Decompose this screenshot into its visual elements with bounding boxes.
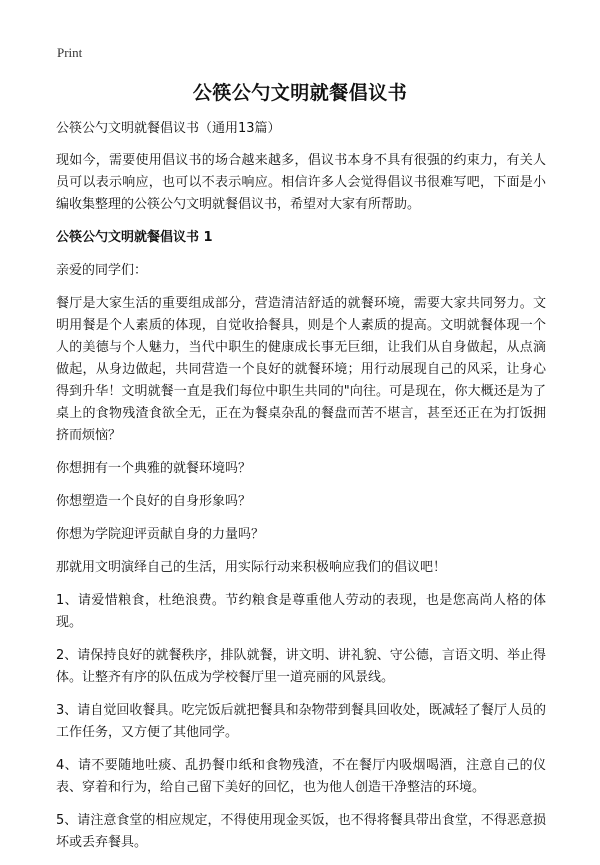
document-subtitle: 公筷公勺文明就餐倡议书（通用13篇） — [56, 121, 281, 136]
print-link[interactable]: Print — [57, 45, 83, 60]
page-title: 公筷公勺文明就餐倡议书 — [192, 82, 408, 104]
proposal-item: 4、请不要随地吐痰、乱扔餐巾纸和食物残渣，不在餐厅内吸烟喝酒，注意自己的仪表、穿着和行为，给自己留下美好的回忆，也为他人创造干净整洁的环境。 — [56, 758, 546, 795]
intro-paragraph: 现如今，需要使用倡议书的场合越来越多，倡议书本身不具有很强的约束力，有关人员可以表示响应，也可以不表示响应。相信许多人会觉得倡议书很难写吧，下面是小编收集整理的公筷公勺文明就餐倡议书，希望对大家有所帮助。 — [56, 153, 546, 212]
body-paragraph: 那就用文明演绎自己的生活，用实际行动来积极响应我们的倡议吧！ — [56, 560, 447, 575]
section-heading: 公筷公勺文明就餐倡议书 1 — [56, 230, 213, 245]
proposal-item: 1、请爱惜粮食，杜绝浪费。节约粮食是尊重他人劳动的表现，也是您高尚人格的体现。 — [56, 593, 546, 630]
body-paragraph: 你想为学院迎评贡献自身的力量吗？ — [56, 527, 265, 542]
body-paragraph: 餐厅是大家生活的重要组成部分，营造清洁舒适的就餐环境，需要大家共同努力。文明用餐是个人素质的体现，自觉收拾餐具，则是个人素质的提高。文明就餐体现一个人的美德与个人魅力，当代中职生的健康成长事无巨细，让我们从自身做起，从点滴做起，从身边做起，共同营造一个良好的就餐环境；用行动展现自己的风采，让身心得到升华！文明就餐一直是我们每位中职生共同的"向往。可是现在，你大概还是为了桌上的食物残渣食欲全无，正在为餐桌杂乱的餐盘而苦不堪言，甚至还正在为打饭拥挤而烦恼？ — [56, 296, 546, 443]
document-body — [56, 118, 546, 865]
body-paragraph: 你想塑造一个良好的自身形象吗？ — [56, 494, 252, 509]
proposal-item: 2、请保持良好的就餐秩序，排队就餐，讲文明、讲礼貌、守公德，言语文明、举止得体。让整齐有序的队伍成为学校餐厅里一道亮丽的风景线。 — [56, 648, 546, 685]
proposal-item: 5、请注意食堂的相应规定，不得使用现金买饭，也不得将餐具带出食堂，不得恶意损坏或丢弃餐具。 — [56, 813, 546, 850]
body-paragraph: 你想拥有一个典雅的就餐环境吗？ — [56, 461, 252, 476]
greeting: 亲爱的同学们： — [56, 263, 148, 278]
proposal-item: 3、请自觉回收餐具。吃完饭后就把餐具和杂物带到餐具回收处，既减轻了餐厅人员的工作任务，又方便了其他同学。 — [56, 703, 546, 740]
